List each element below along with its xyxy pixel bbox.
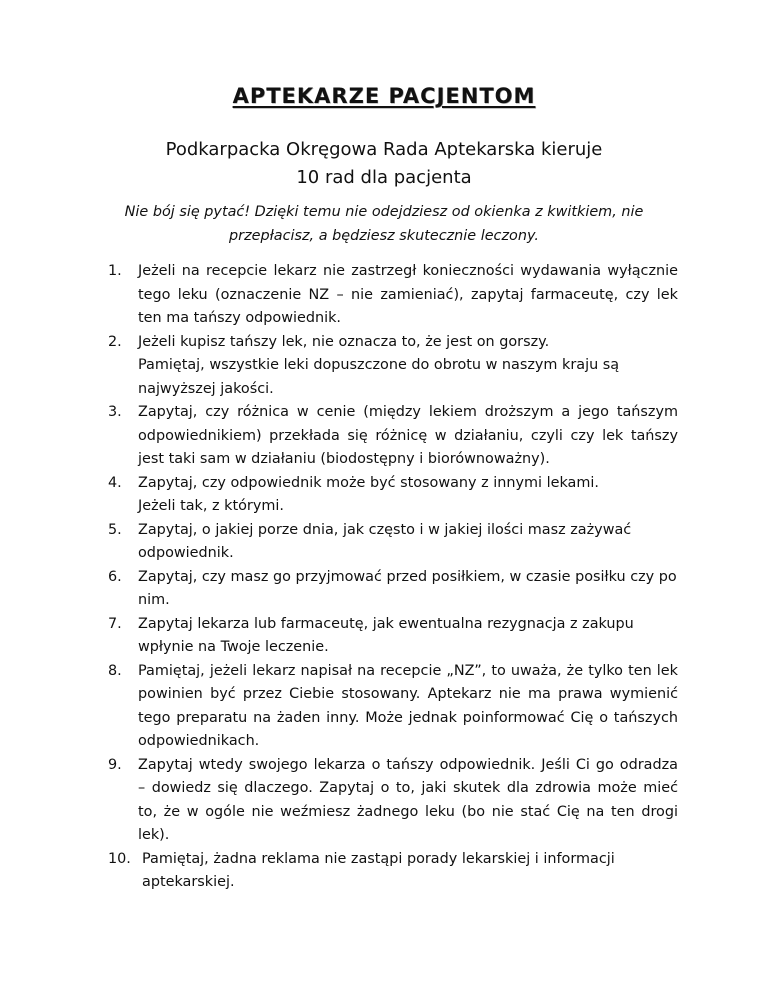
advice-text-line: wpłynie na Twoje leczenie. — [138, 639, 329, 655]
advice-text-line: aptekarskiej. — [142, 874, 235, 890]
document-title: APTEKARZE PACJENTOM — [232, 84, 536, 108]
advice-number: 7. — [108, 615, 122, 632]
advice-text-line: to, że w ogóle nie weźmiesz żadnego leku (bo nie stać Cię na ten drogi — [138, 803, 678, 820]
advice-text-line: Zapytaj, czy masz go przyjmować przed posiłkiem, w czasie posiłku czy po — [138, 568, 677, 585]
advice-text-line: – dowiedz się dlaczego. Zapytaj o to, jaki skutek dla zdrowia może mieć — [138, 780, 678, 796]
advice-text-line: nim. — [138, 592, 170, 608]
advice-text-line: odpowiednikiem) przekłada się różnicę w działaniu, czyli czy lek tańszy — [138, 427, 678, 444]
advice-text-line: odpowiednik. — [138, 545, 234, 561]
advice-text-line: powinien być przez Ciebie stosowany. Aptekarz nie ma prawa wymienić — [138, 686, 678, 702]
advice-text-line: ten ma tańszy odpowiednik. — [138, 310, 341, 326]
advice-text-line: Zapytaj, o jakiej porze dnia, jak często i w jakiej ilości masz zażywać — [138, 521, 632, 538]
advice-number: 10. — [108, 850, 131, 867]
advice-item-4 — [108, 472, 678, 519]
advice-text-line: Pamiętaj, jeżeli lekarz napisał na recepcie „NZ”, to uważa, że tylko ten lek — [138, 662, 678, 679]
subtitle-line: Podkarpacka Okręgowa Rada Aptekarska kieruje — [165, 139, 603, 160]
advice-item-5 — [108, 519, 678, 566]
advice-text-line: Zapytaj, czy odpowiednik może być stosowany z innymi lekami. — [138, 474, 599, 491]
advice-text-line: Jeżeli tak, z którymi. — [138, 498, 284, 514]
advice-text-line: najwyższej jakości. — [138, 380, 274, 397]
advice-number: 4. — [108, 474, 122, 491]
advice-text-line: Zapytaj wtedy swojego lekarza o tańszy odpowiednik. Jeśli Ci go odradza — [138, 756, 678, 773]
advice-item-1 — [108, 260, 678, 331]
advice-item-8 — [108, 660, 678, 754]
advice-text-line: jest taki sam w działaniu (biodostępny i biorównoważny). — [138, 451, 550, 467]
advice-item-2 — [108, 331, 678, 402]
advice-item-7 — [108, 613, 678, 660]
advice-text-line: Jeżeli kupisz tańszy lek, nie oznacza to, że jest on gorszy. — [138, 333, 550, 350]
intro-line: Nie bój się pytać! Dzięki temu nie odejdziesz od okienka z kwitkiem, nie — [124, 204, 644, 220]
advice-number: 6. — [108, 568, 122, 585]
advice-number: 2. — [108, 333, 122, 350]
advice-text-line: Pamiętaj, wszystkie leki dopuszczone do obrotu w naszym kraju są — [138, 357, 620, 373]
advice-text-line: Zapytaj lekarza lub farmaceutę, jak ewentualna rezygnacja z zakupu — [138, 615, 634, 632]
advice-item-3 — [108, 401, 678, 472]
advice-list — [108, 260, 678, 895]
advice-text-line: lek). — [138, 827, 170, 843]
subtitle-line: 10 rad dla pacjenta — [296, 167, 472, 188]
advice-item-9 — [108, 754, 678, 848]
advice-text-line: Pamiętaj, żadna reklama nie zastąpi porady lekarskiej i informacji — [142, 850, 615, 867]
advice-number: 8. — [108, 662, 122, 679]
advice-text-line: Zapytaj, czy różnica w cenie (między lekiem droższym a jego tańszym — [138, 404, 678, 420]
advice-text-line: odpowiednikach. — [138, 733, 260, 749]
advice-number: 3. — [108, 404, 122, 420]
intro-text — [0, 200, 768, 248]
advice-number: 9. — [108, 756, 122, 773]
intro-line: przepłacisz, a będziesz skutecznie leczony. — [229, 228, 539, 244]
advice-item-10 — [108, 848, 678, 895]
advice-number: 5. — [108, 521, 122, 538]
advice-text-line: Jeżeli na recepcie lekarz nie zastrzegł konieczności wydawania wyłącznie — [138, 263, 678, 279]
advice-item-6 — [108, 566, 678, 613]
advice-text-line: tego leku (oznaczenie NZ – nie zamieniać), zapytaj farmaceutę, czy lek — [138, 286, 678, 303]
document-subtitle — [0, 136, 768, 192]
advice-text-line: tego preparatu na żaden inny. Może jednak poinformować Cię o tańszych — [138, 709, 678, 726]
advice-number: 1. — [108, 263, 122, 279]
